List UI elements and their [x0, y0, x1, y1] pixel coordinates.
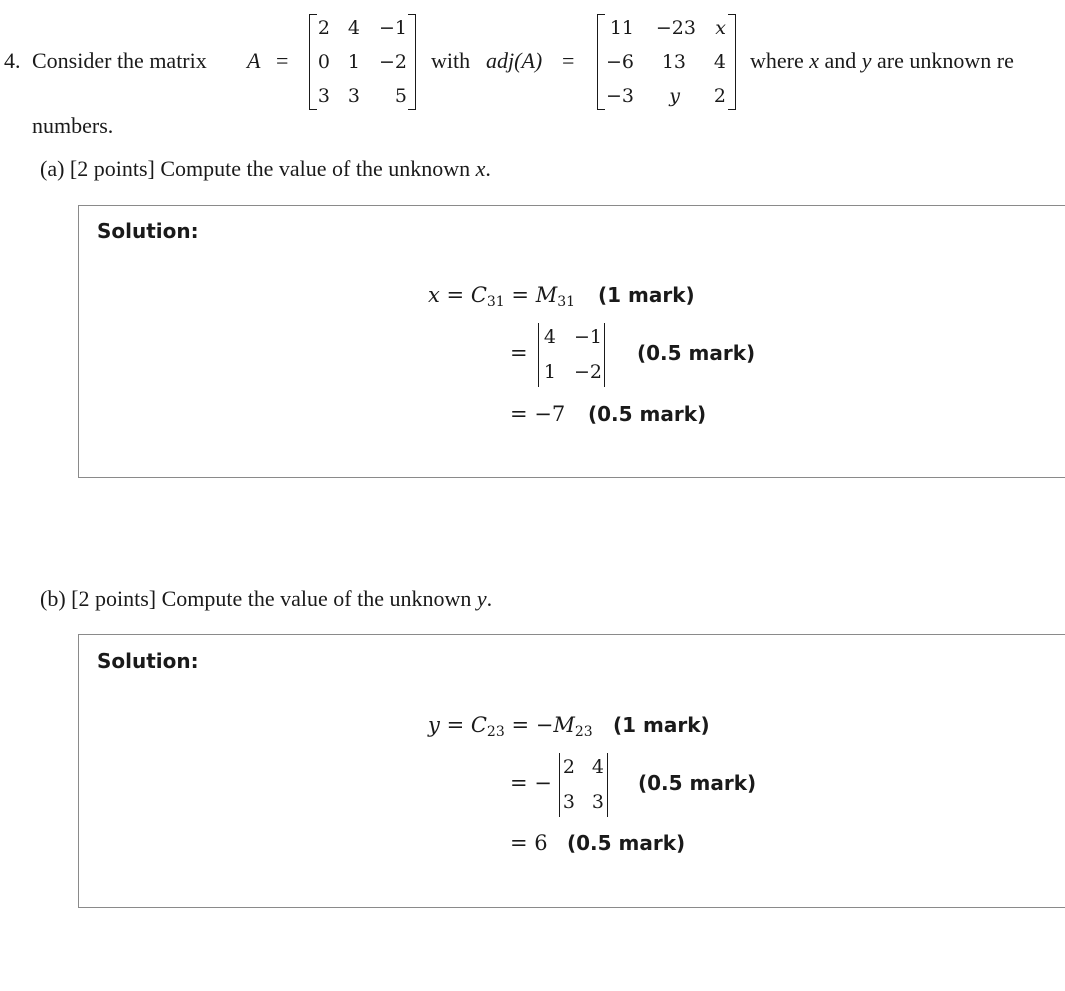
minor-symbol: M	[535, 283, 558, 307]
det-a-cell: 1	[543, 361, 556, 383]
equals-sign: =	[276, 48, 289, 73]
tail-and: and	[824, 48, 857, 73]
matrix-name-a: A	[247, 48, 261, 73]
mark-a-line1: (1 mark)	[598, 283, 695, 307]
part-a-heading	[40, 156, 491, 182]
matrix-adj-cell: 2	[713, 85, 726, 107]
det-b-cell: 2	[562, 756, 575, 778]
with-text: with	[431, 48, 471, 73]
det-b-cell: 4	[591, 756, 604, 778]
cofactor-subscript: 23	[486, 724, 505, 740]
cofactor-symbol: C	[470, 283, 487, 307]
mark-a-line3: (0.5 mark)	[588, 402, 707, 426]
part-b-line2-equals: = −	[510, 771, 552, 795]
matrix-adj-cell: 13	[661, 51, 686, 73]
minor-subscript: 31	[557, 294, 576, 310]
part-b-label: (b)	[40, 586, 66, 611]
equals-sign: =	[562, 48, 575, 73]
part-b-prompt: Compute the value of the unknown	[161, 586, 472, 611]
matrix-adj-right-bracket	[728, 14, 736, 110]
det-a-cell: −2	[573, 361, 602, 383]
matrix-a-cell: −2	[378, 51, 407, 73]
det-b-left-bar	[559, 753, 560, 817]
mark-b-line2: (0.5 mark)	[638, 771, 757, 795]
matrix-adj-cell: y	[669, 85, 680, 107]
det-a-cell: 4	[543, 326, 556, 348]
question-tail	[750, 48, 1014, 74]
adj-label: adj(A)	[486, 48, 543, 73]
part-a-period: .	[485, 156, 491, 181]
minor-symbol: M	[553, 713, 575, 737]
matrix-a-cell: 3	[347, 85, 360, 107]
part-a-label: (a)	[40, 156, 65, 181]
part-a-line3-result: = −7	[510, 402, 566, 426]
det-a-right-bar	[604, 323, 605, 387]
part-a-points: [2 points]	[69, 156, 155, 181]
mark-b-line1: (1 mark)	[613, 713, 710, 737]
question-intro: Consider the matrix	[32, 48, 207, 73]
question-number: 4.	[4, 48, 21, 73]
matrix-adj-cell: 11	[609, 17, 634, 39]
matrix-a-right-bracket	[408, 14, 416, 110]
matrix-a-cell: 1	[347, 51, 360, 73]
cofactor-subscript: 31	[486, 294, 505, 310]
tail-rest: are unknown re	[877, 48, 1014, 73]
det-a-cell: −1	[573, 326, 602, 348]
solution-label-a: Solution:	[97, 219, 199, 243]
mark-b-line3: (0.5 mark)	[567, 831, 686, 855]
matrix-a-cell: 3	[317, 85, 330, 107]
matrix-adj-cell: 4	[713, 51, 726, 73]
question-continuation: numbers.	[32, 113, 114, 138]
det-b-right-bar	[607, 753, 608, 817]
part-a-var: x	[475, 156, 486, 181]
part-a-line2-equals: =	[510, 341, 528, 365]
matrix-adj-cell: −6	[605, 51, 634, 73]
det-b-cell: 3	[562, 791, 575, 813]
part-a-prompt: Compute the value of the unknown	[160, 156, 471, 181]
matrix-a-cell: 5	[394, 85, 407, 107]
part-b-period: .	[486, 586, 493, 611]
det-a-left-bar	[538, 323, 539, 387]
tail-var-x: x	[809, 48, 820, 73]
matrix-adj-cell: x	[715, 17, 726, 39]
part-a-line1: $x = C_{31} = M_{31}$	[428, 283, 576, 310]
matrix-a-cell: −1	[378, 17, 407, 39]
cofactor-symbol: C	[470, 713, 487, 737]
part-b-line3-result: = 6	[510, 831, 548, 855]
minor-subscript: 23	[574, 724, 593, 740]
matrix-a-cell: 2	[317, 17, 330, 39]
tail-where: where	[750, 48, 804, 73]
tail-var-y: y	[861, 48, 872, 73]
matrix-adj-cell: −3	[605, 85, 634, 107]
det-b-cell: 3	[591, 791, 604, 813]
matrix-a-cell: 0	[317, 51, 330, 73]
part-b-heading	[40, 586, 492, 612]
part-b-var: y	[476, 586, 487, 611]
matrix-adj-cell: −23	[655, 17, 696, 39]
part-b-points: [2 points]	[71, 586, 157, 611]
solution-label-b: Solution:	[97, 649, 199, 673]
matrix-a-cell: 4	[347, 17, 360, 39]
line1-lhs: x	[428, 283, 440, 307]
part-b-line1: $y = C_{23} = -M_{23}$	[428, 713, 593, 740]
mark-a-line2: (0.5 mark)	[637, 341, 756, 365]
line1-lhs: y	[428, 713, 440, 737]
